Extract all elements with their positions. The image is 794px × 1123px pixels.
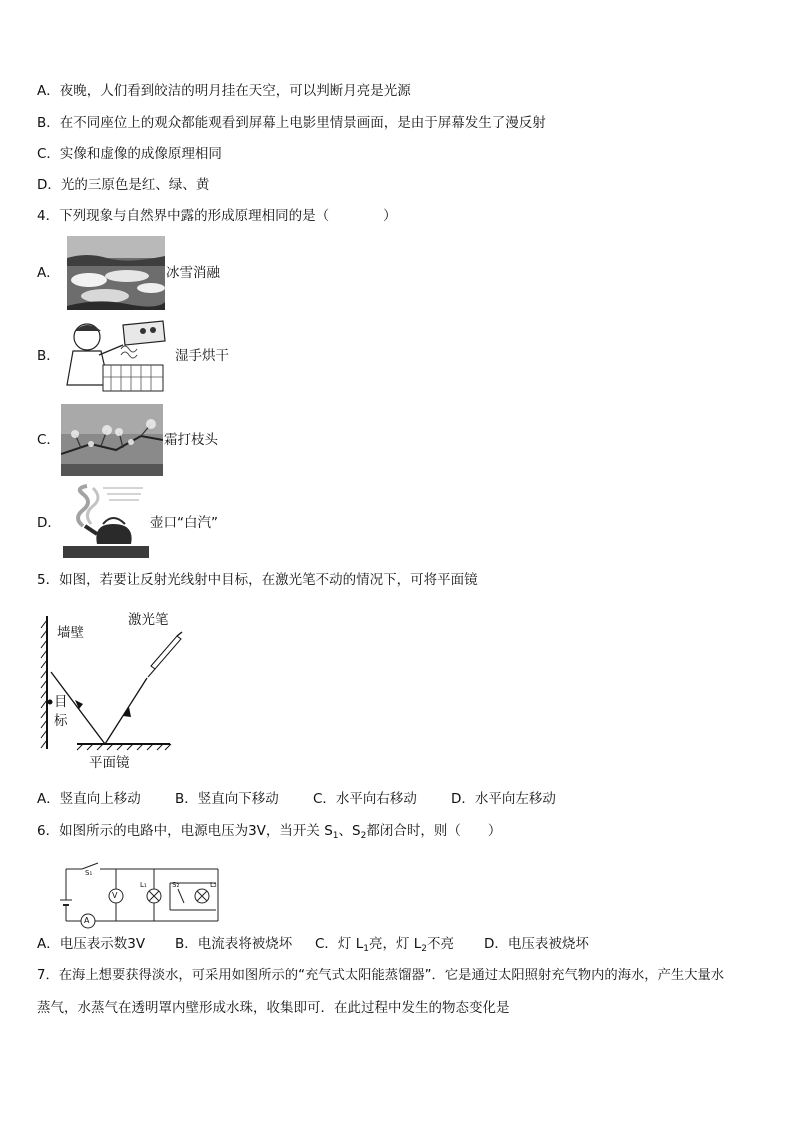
l2-label: L₂ — [210, 881, 217, 889]
q5-option-d: D．水平向左移动 — [451, 791, 556, 807]
q6-stem-end: 都闭合时，则（ ） — [366, 823, 502, 839]
q6-option-c-mid: 亮，灯 L — [368, 936, 422, 952]
q6-option-c-sub2: 2 — [421, 944, 428, 954]
q6-option-c-end: 不亮 — [427, 936, 455, 952]
q7-line-2: 蒸气，水蒸气在透明罩内壁形成水珠，收集即可．在此过程中发生的物态变化是 — [37, 1000, 510, 1016]
voltmeter-label: V — [112, 891, 118, 900]
q6-stem — [37, 821, 501, 846]
hand-dryer-image — [63, 315, 167, 392]
kettle-steam-image — [63, 484, 149, 558]
q6-stem-mid: 、S — [338, 823, 361, 839]
q4-option-d-letter: D． — [37, 515, 61, 531]
q6-option-c-sub1: 1 — [363, 944, 369, 954]
q6-option-d: D．电压表被烧坏 — [484, 936, 589, 952]
q4-option-c-caption: 霜打枝头 — [164, 432, 218, 448]
frost-branch-image — [61, 404, 163, 476]
q3-option-d: D．光的三原色是红、绿、黄 — [37, 177, 210, 193]
q4-option-b-caption: 湿手烘干 — [175, 348, 229, 364]
l1-label: L₁ — [140, 881, 147, 889]
q5-option-b: B．竖直向下移动 — [175, 791, 279, 807]
target-label-1: 目 — [54, 694, 68, 710]
q3-option-a: A．夜晚，人们看到皎洁的明月挂在天空，可以判断月亮是光源 — [37, 83, 411, 99]
s1-label: S₁ — [85, 869, 93, 877]
q4-stem: 4．下列现象与自然界中露的形成原理相同的是（ ） — [37, 208, 397, 224]
q5-option-c: C．水平向右移动 — [313, 791, 417, 807]
ammeter-label: A — [84, 916, 90, 925]
q6-option-c — [315, 934, 454, 959]
q3-option-c: C．实像和虚像的成像原理相同 — [37, 146, 222, 162]
q4-option-b-letter: B． — [37, 348, 60, 364]
q6-stem-text: 6．如图所示的电路中，电源电压为3V，当开关 S — [37, 823, 333, 839]
target-point — [48, 700, 53, 705]
wall-label: 墙壁 — [57, 625, 84, 641]
s2-label: S₂ — [172, 881, 180, 889]
q5-option-a: A．竖直向上移动 — [37, 791, 141, 807]
q4-option-a-letter: A． — [37, 265, 60, 281]
q5-stem: 5．如图，若要让反射光线射中目标，在激光笔不动的情况下，可将平面镜 — [37, 572, 478, 588]
q6-option-c-pre: C．灯 L — [315, 936, 364, 952]
q4-option-a-caption: 冰雪消融 — [166, 265, 220, 281]
laser-pen-label: 激光笔 — [128, 612, 169, 628]
ice-melting-image — [67, 236, 165, 310]
circuit-diagram — [58, 855, 228, 930]
q6-stem-s2-sub: 2 — [360, 831, 367, 841]
q6-stem-s1-sub: 1 — [332, 831, 339, 841]
q7-line-1: 7．在海上想要获得淡水，可采用如图所示的“充气式太阳能蒸馏器”．它是通过太阳照射充气物内的海水，产生大量水 — [37, 968, 725, 983]
q6-option-b: B．电流表将被烧坏 — [175, 936, 293, 952]
q6-option-a: A．电压表示数3V — [37, 936, 146, 952]
mirror-label: 平面镜 — [89, 755, 130, 771]
q4-option-d-caption: 壶口“白汽” — [150, 515, 218, 531]
mirror-reflection-figure — [37, 606, 187, 776]
q3-option-b: B．在不同座位上的观众都能观看到屏幕上电影里情景画面，是由于屏幕发生了漫反射 — [37, 115, 546, 131]
target-label-2: 标 — [54, 713, 68, 729]
q4-option-c-letter: C． — [37, 432, 60, 448]
